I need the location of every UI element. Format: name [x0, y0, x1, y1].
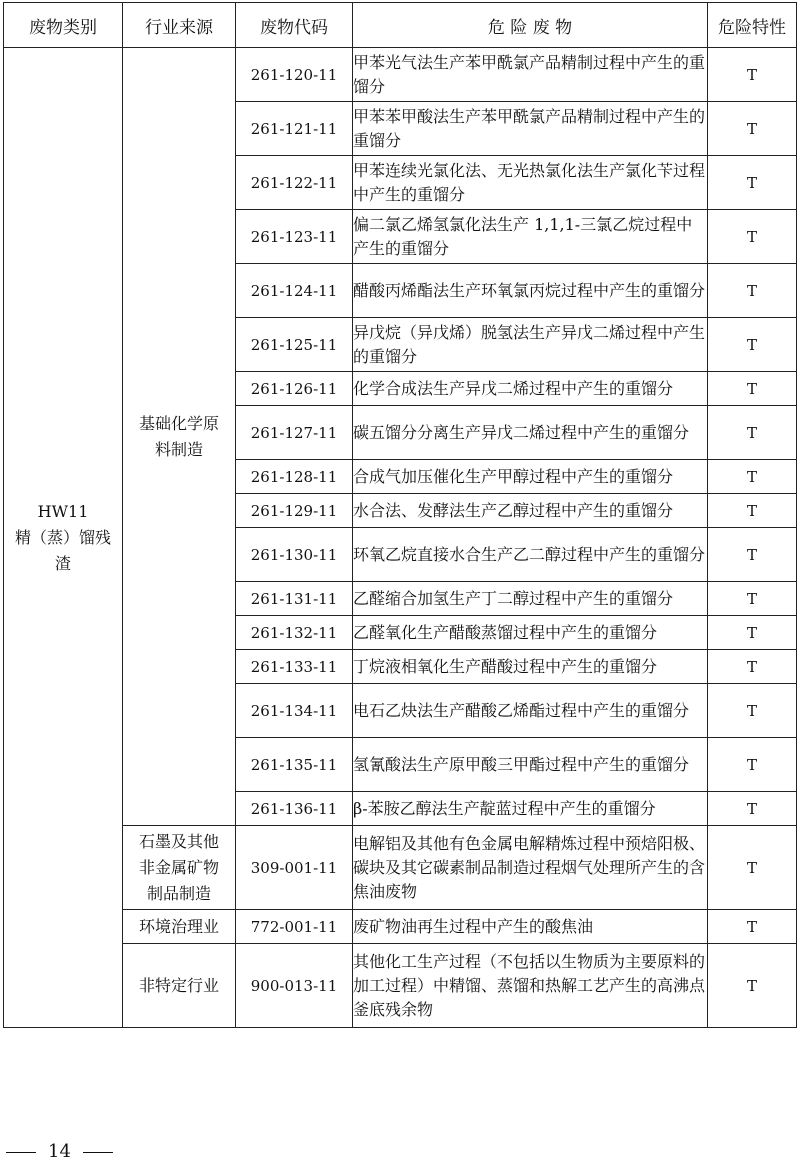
waste-description-cell: 甲苯光气法生产苯甲酰氯产品精制过程中产生的重馏分 [353, 48, 708, 102]
header-property: 危险特性 [708, 3, 797, 48]
waste-code-cell: 261-122-11 [236, 156, 353, 210]
industry-source-cell: 石墨及其他 非金属矿物 制品制造 [123, 826, 236, 910]
table-row [4, 48, 797, 102]
waste-description-cell: 偏二氯乙烯氢氯化法生产 1,1,1-三氯乙烷过程中产生的重馏分 [353, 210, 708, 264]
hazard-property-cell: T [708, 738, 797, 792]
waste-code-cell: 261-130-11 [236, 528, 353, 582]
waste-code-cell: 261-132-11 [236, 616, 353, 650]
waste-description-cell: 环氧乙烷直接水合生产乙二醇过程中产生的重馏分 [353, 528, 708, 582]
footer-dash-left [6, 1152, 36, 1153]
header-source: 行业来源 [123, 3, 236, 48]
hazard-property-cell: T [708, 406, 797, 460]
table-row [4, 910, 797, 944]
table-row [4, 826, 797, 910]
hazard-property-cell: T [708, 210, 797, 264]
hazard-property-cell: T [708, 944, 797, 1028]
waste-description-cell: 氢氰酸法生产原甲酸三甲酯过程中产生的重馏分 [353, 738, 708, 792]
hazard-property-cell: T [708, 528, 797, 582]
waste-description-cell: 电解铝及其他有色金属电解精炼过程中预焙阳极、碳块及其它碳素制品制造过程烟气处理所产生的含焦油废物 [353, 826, 708, 910]
waste-code-cell: 261-127-11 [236, 406, 353, 460]
table-row [4, 944, 797, 1028]
waste-description-cell: 其他化工生产过程（不包括以生物质为主要原料的加工过程）中精馏、蒸馏和热解工艺产生的高沸点釜底残余物 [353, 944, 708, 1028]
waste-code-cell: 900-013-11 [236, 944, 353, 1028]
hazard-property-cell: T [708, 684, 797, 738]
hazard-property-cell: T [708, 910, 797, 944]
waste-description-cell: 合成气加压催化生产甲醇过程中产生的重馏分 [353, 460, 708, 494]
industry-source-cell: 环境治理业 [123, 910, 236, 944]
hazardous-waste-table [3, 2, 797, 1028]
hazard-property-cell: T [708, 826, 797, 910]
footer-dash-right [83, 1152, 113, 1153]
waste-description-cell: 丁烷液相氧化生产醋酸过程中产生的重馏分 [353, 650, 708, 684]
header-category: 废物类别 [4, 3, 123, 48]
waste-code-cell: 261-135-11 [236, 738, 353, 792]
waste-code-cell: 309-001-11 [236, 826, 353, 910]
hazard-property-cell: T [708, 102, 797, 156]
waste-code-cell: 261-126-11 [236, 372, 353, 406]
waste-code-cell: 261-128-11 [236, 460, 353, 494]
industry-source-cell: 基础化学原 料制造 [123, 48, 236, 826]
waste-code-cell: 261-134-11 [236, 684, 353, 738]
waste-code-cell: 261-133-11 [236, 650, 353, 684]
table-header-row [4, 3, 797, 48]
waste-description-cell: 乙醛氧化生产醋酸蒸馏过程中产生的重馏分 [353, 616, 708, 650]
hazard-property-cell: T [708, 494, 797, 528]
table-body [4, 48, 797, 1028]
waste-description-cell: 化学合成法生产异戊二烯过程中产生的重馏分 [353, 372, 708, 406]
waste-code-cell: 261-131-11 [236, 582, 353, 616]
waste-description-cell: 水合法、发酵法生产乙醇过程中产生的重馏分 [353, 494, 708, 528]
industry-source-cell: 非特定行业 [123, 944, 236, 1028]
hazard-property-cell: T [708, 650, 797, 684]
hazard-property-cell: T [708, 156, 797, 210]
hazard-property-cell: T [708, 318, 797, 372]
waste-category-cell: HW11 精（蒸）馏残 渣 [4, 48, 123, 1028]
waste-description-cell: 甲苯苯甲酸法生产苯甲酰氯产品精制过程中产生的重馏分 [353, 102, 708, 156]
waste-description-cell: 醋酸丙烯酯法生产环氧氯丙烷过程中产生的重馏分 [353, 264, 708, 318]
waste-description-cell: 碳五馏分分离生产异戊二烯过程中产生的重馏分 [353, 406, 708, 460]
waste-code-cell: 261-129-11 [236, 494, 353, 528]
header-code: 废物代码 [236, 3, 353, 48]
hazard-property-cell: T [708, 460, 797, 494]
page-number: 14 [48, 1141, 71, 1162]
header-waste: 危 险 废 物 [353, 3, 708, 48]
waste-code-cell: 772-001-11 [236, 910, 353, 944]
waste-code-cell: 261-136-11 [236, 792, 353, 826]
hazard-property-cell: T [708, 264, 797, 318]
waste-code-cell: 261-125-11 [236, 318, 353, 372]
waste-description-cell: 乙醛缩合加氢生产丁二醇过程中产生的重馏分 [353, 582, 708, 616]
waste-description-cell: 电石乙炔法生产醋酸乙烯酯过程中产生的重馏分 [353, 684, 708, 738]
waste-description-cell: 甲苯连续光氯化法、无光热氯化法生产氯化苄过程中产生的重馏分 [353, 156, 708, 210]
hazard-property-cell: T [708, 616, 797, 650]
page-footer [6, 1141, 113, 1162]
hazard-property-cell: T [708, 372, 797, 406]
waste-description-cell: 异戊烷（异戊烯）脱氢法生产异戊二烯过程中产生的重馏分 [353, 318, 708, 372]
waste-code-cell: 261-121-11 [236, 102, 353, 156]
waste-code-cell: 261-123-11 [236, 210, 353, 264]
hazard-property-cell: T [708, 792, 797, 826]
hazard-property-cell: T [708, 582, 797, 616]
waste-code-cell: 261-120-11 [236, 48, 353, 102]
waste-description-cell: 废矿物油再生过程中产生的酸焦油 [353, 910, 708, 944]
waste-code-cell: 261-124-11 [236, 264, 353, 318]
waste-description-cell: β-苯胺乙醇法生产靛蓝过程中产生的重馏分 [353, 792, 708, 826]
hazard-property-cell: T [708, 48, 797, 102]
